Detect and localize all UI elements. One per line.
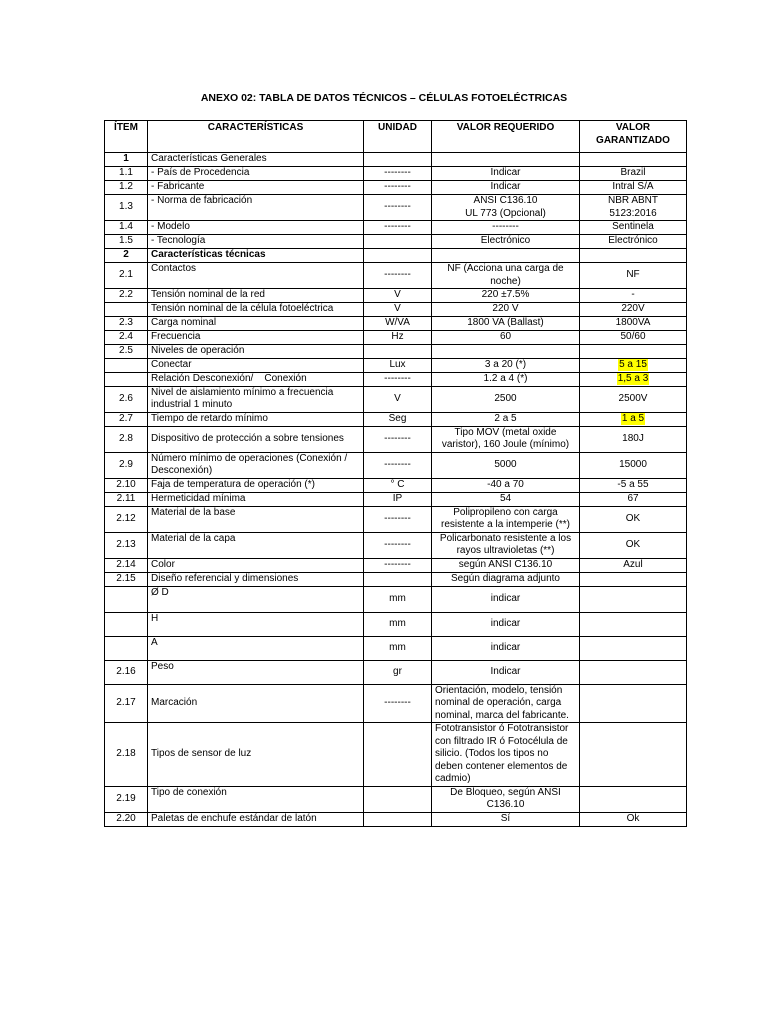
item-cell: 2.16 (105, 660, 148, 684)
description-cell: - Modelo (148, 221, 364, 235)
guaranteed-value-cell: 220V (580, 303, 687, 317)
unit-cell: -------- (364, 372, 432, 386)
technical-data-table (104, 120, 687, 827)
unit-cell: -------- (364, 426, 432, 452)
item-cell: 2.8 (105, 426, 148, 452)
table-row (105, 358, 687, 372)
guaranteed-value-cell (580, 723, 687, 787)
item-cell: 1.1 (105, 167, 148, 181)
description-cell: Tensión nominal de la célula fotoeléctrica (148, 303, 364, 317)
required-value-cell: Sí (432, 812, 580, 826)
table-row (105, 303, 687, 317)
guaranteed-value-cell (580, 344, 687, 358)
table-row (105, 289, 687, 303)
required-value-cell: 60 (432, 330, 580, 344)
table-row (105, 492, 687, 506)
header-caracteristicas: CARACTERÍSTICAS (148, 121, 364, 153)
header-item: ÍTEM (105, 121, 148, 153)
item-cell: 2.19 (105, 786, 148, 812)
unit-cell: -------- (364, 181, 432, 195)
description-cell: Características Generales (148, 153, 364, 167)
unit-cell: -------- (364, 532, 432, 558)
unit-cell (364, 723, 432, 787)
description-cell: Dispositivo de protección a sobre tensiones (148, 426, 364, 452)
item-cell: 2.1 (105, 263, 148, 289)
required-value-cell: 220 ±7.5% (432, 289, 580, 303)
guaranteed-value-cell (580, 358, 687, 372)
unit-cell (364, 153, 432, 167)
description-cell: Material de la base (148, 506, 364, 532)
description-cell: - País de Procedencia (148, 167, 364, 181)
required-value-cell: indicar (432, 612, 580, 636)
unit-cell: gr (364, 660, 432, 684)
unit-cell: ° C (364, 478, 432, 492)
guaranteed-value-cell (580, 786, 687, 812)
unit-cell: mm (364, 586, 432, 612)
required-value-cell (432, 249, 580, 263)
guaranteed-value-cell: 2500V (580, 386, 687, 412)
item-cell: 2.6 (105, 386, 148, 412)
unit-cell: -------- (364, 452, 432, 478)
description-cell: Ø D (148, 586, 364, 612)
item-cell (105, 586, 148, 612)
table-row (105, 330, 687, 344)
guaranteed-value-cell (580, 372, 687, 386)
description-cell: Características técnicas (148, 249, 364, 263)
guaranteed-value-cell (580, 572, 687, 586)
unit-cell: -------- (364, 684, 432, 723)
item-cell: 2.3 (105, 316, 148, 330)
required-value-cell: Tipo MOV (metal oxide varistor), 160 Joule (mínimo) (432, 426, 580, 452)
item-cell (105, 358, 148, 372)
description-cell: Tensión nominal de la red (148, 289, 364, 303)
unit-cell: IP (364, 492, 432, 506)
table-row (105, 316, 687, 330)
unit-cell: mm (364, 636, 432, 660)
table-row (105, 386, 687, 412)
description-cell: Relación Desconexión/ Conexión (148, 372, 364, 386)
unit-cell: Lux (364, 358, 432, 372)
table-row (105, 263, 687, 289)
unit-cell: -------- (364, 558, 432, 572)
item-cell: 2.2 (105, 289, 148, 303)
table-row (105, 786, 687, 812)
item-cell (105, 636, 148, 660)
guaranteed-value-cell: Ok (580, 812, 687, 826)
required-value-cell: Indicar (432, 660, 580, 684)
item-cell: 2.13 (105, 532, 148, 558)
required-value-cell: indicar (432, 586, 580, 612)
required-value-cell: 5000 (432, 452, 580, 478)
guaranteed-value-cell: 15000 (580, 452, 687, 478)
table-row (105, 412, 687, 426)
required-value-cell: 220 V (432, 303, 580, 317)
description-cell: Paletas de enchufe estándar de latón (148, 812, 364, 826)
guaranteed-value-cell: Brazil (580, 167, 687, 181)
table-row (105, 426, 687, 452)
required-value-cell (432, 153, 580, 167)
guaranteed-value-cell: Sentinela (580, 221, 687, 235)
description-cell: - Tecnología (148, 235, 364, 249)
table-row (105, 532, 687, 558)
unit-cell (364, 812, 432, 826)
unit-cell (364, 572, 432, 586)
guaranteed-value-cell: NF (580, 263, 687, 289)
item-cell: 2.7 (105, 412, 148, 426)
guaranteed-value-cell: Azul (580, 558, 687, 572)
description-cell: Frecuencia (148, 330, 364, 344)
item-cell: 2.18 (105, 723, 148, 787)
item-cell: 2.20 (105, 812, 148, 826)
guaranteed-value-cell: 180J (580, 426, 687, 452)
highlighted-value: 1,5 a 3 (617, 372, 649, 384)
required-value-cell: 2 a 5 (432, 412, 580, 426)
unit-cell: Seg (364, 412, 432, 426)
required-value-cell: Policarbonato resistente a los rayos ultravioletas (**) (432, 532, 580, 558)
required-value-cell (432, 344, 580, 358)
description-cell: Peso (148, 660, 364, 684)
unit-cell: V (364, 386, 432, 412)
description-cell: Diseño referencial y dimensiones (148, 572, 364, 586)
table-row (105, 372, 687, 386)
required-value-cell: 54 (432, 492, 580, 506)
item-cell: 2.14 (105, 558, 148, 572)
item-cell (105, 303, 148, 317)
description-cell: - Fabricante (148, 181, 364, 195)
guaranteed-value-cell: -5 a 55 (580, 478, 687, 492)
table-row (105, 235, 687, 249)
guaranteed-value-cell (580, 612, 687, 636)
item-cell (105, 372, 148, 386)
table-row (105, 167, 687, 181)
required-value-cell: -40 a 70 (432, 478, 580, 492)
guaranteed-value-cell (580, 412, 687, 426)
guaranteed-value-cell (580, 636, 687, 660)
required-value-cell: Fototransistor ó Fototransistor con filtrado IR ó Fotocélula de silicio. (Todos los tipos no deben contener elementos de cadmio) (432, 723, 580, 787)
item-cell: 1.3 (105, 195, 148, 221)
item-cell (105, 612, 148, 636)
unit-cell: -------- (364, 506, 432, 532)
unit-cell: V (364, 303, 432, 317)
description-cell: Conectar (148, 358, 364, 372)
header-valor-requerido: VALOR REQUERIDO (432, 121, 580, 153)
item-cell: 2 (105, 249, 148, 263)
description-cell: Carga nominal (148, 316, 364, 330)
required-value-cell: según ANSI C136.10 (432, 558, 580, 572)
unit-cell: mm (364, 612, 432, 636)
table-row (105, 344, 687, 358)
required-value-cell: Según diagrama adjunto (432, 572, 580, 586)
table-row (105, 558, 687, 572)
description-cell: Tipos de sensor de luz (148, 723, 364, 787)
guaranteed-value-cell: NBR ABNT 5123:2016 (580, 195, 687, 221)
header-valor-garantizado: VALOR GARANTIZADO (580, 121, 687, 153)
required-value-cell: 2500 (432, 386, 580, 412)
table-row (105, 572, 687, 586)
required-value-cell: Indicar (432, 167, 580, 181)
item-cell: 2.15 (105, 572, 148, 586)
item-cell: 1.5 (105, 235, 148, 249)
unit-cell: -------- (364, 263, 432, 289)
guaranteed-value-cell (580, 249, 687, 263)
table-row (105, 636, 687, 660)
description-cell: Contactos (148, 263, 364, 289)
unit-cell (364, 344, 432, 358)
required-value-cell: 1800 VA (Ballast) (432, 316, 580, 330)
guaranteed-value-cell: OK (580, 532, 687, 558)
required-value-cell: indicar (432, 636, 580, 660)
unit-cell: -------- (364, 195, 432, 221)
required-value-cell: Orientación, modelo, tensión nominal de operación, carga nominal, marca del fabricante. (432, 684, 580, 723)
required-value-cell: Electrónico (432, 235, 580, 249)
guaranteed-value-cell: 67 (580, 492, 687, 506)
table-row (105, 195, 687, 221)
item-cell: 1 (105, 153, 148, 167)
description-cell: Tiempo de retardo mínimo (148, 412, 364, 426)
table-row (105, 221, 687, 235)
description-cell: H (148, 612, 364, 636)
description-cell: Número mínimo de operaciones (Conexión / Desconexión) (148, 452, 364, 478)
guaranteed-value-cell: - (580, 289, 687, 303)
table-row (105, 812, 687, 826)
guaranteed-value-cell (580, 153, 687, 167)
description-cell: - Norma de fabricación (148, 195, 364, 221)
required-value-cell: ANSI C136.10 UL 773 (Opcional) (432, 195, 580, 221)
table-row (105, 478, 687, 492)
item-cell: 2.5 (105, 344, 148, 358)
item-cell: 2.17 (105, 684, 148, 723)
highlighted-value: 5 a 15 (619, 358, 647, 370)
unit-cell (364, 235, 432, 249)
highlighted-value: 1 a 5 (621, 412, 645, 424)
header-unidad: UNIDAD (364, 121, 432, 153)
table-row (105, 249, 687, 263)
unit-cell: V (364, 289, 432, 303)
table-row (105, 181, 687, 195)
required-value-cell: Polipropileno con carga resistente a la intemperie (**) (432, 506, 580, 532)
unit-cell: -------- (364, 167, 432, 181)
table-row (105, 586, 687, 612)
required-value-cell: 1.2 a 4 (*) (432, 372, 580, 386)
item-cell: 2.4 (105, 330, 148, 344)
guaranteed-value-cell (580, 660, 687, 684)
description-cell: Nivel de aislamiento mínimo a frecuencia industrial 1 minuto (148, 386, 364, 412)
guaranteed-value-cell: 1800VA (580, 316, 687, 330)
unit-cell: Hz (364, 330, 432, 344)
table-row (105, 153, 687, 167)
table-row (105, 612, 687, 636)
table-row (105, 684, 687, 723)
description-cell: Tipo de conexión (148, 786, 364, 812)
description-cell: Material de la capa (148, 532, 364, 558)
table-row (105, 660, 687, 684)
item-cell: 2.12 (105, 506, 148, 532)
unit-cell (364, 249, 432, 263)
description-cell: A (148, 636, 364, 660)
item-cell: 2.10 (105, 478, 148, 492)
required-value-cell: -------- (432, 221, 580, 235)
unit-cell (364, 786, 432, 812)
item-cell: 2.9 (105, 452, 148, 478)
unit-cell: W/VA (364, 316, 432, 330)
required-value-cell: De Bloqueo, según ANSI C136.10 (432, 786, 580, 812)
table-row (105, 506, 687, 532)
required-value-cell: 3 a 20 (*) (432, 358, 580, 372)
guaranteed-value-cell: Intral S/A (580, 181, 687, 195)
item-cell: 2.11 (105, 492, 148, 506)
required-value-cell: Indicar (432, 181, 580, 195)
guaranteed-value-cell: Electrónico (580, 235, 687, 249)
description-cell: Hermeticidad mínima (148, 492, 364, 506)
guaranteed-value-cell: OK (580, 506, 687, 532)
table-header-row (105, 121, 687, 153)
description-cell: Color (148, 558, 364, 572)
item-cell: 1.2 (105, 181, 148, 195)
table-row (105, 723, 687, 787)
description-cell: Faja de temperatura de operación (*) (148, 478, 364, 492)
table-row (105, 452, 687, 478)
item-cell: 1.4 (105, 221, 148, 235)
description-cell: Niveles de operación (148, 344, 364, 358)
guaranteed-value-cell (580, 586, 687, 612)
guaranteed-value-cell (580, 684, 687, 723)
required-value-cell: NF (Acciona una carga de noche) (432, 263, 580, 289)
document-title: ANEXO 02: TABLA DE DATOS TÉCNICOS – CÉLULAS FOTOELÉCTRICAS (200, 92, 568, 104)
description-cell: Marcación (148, 684, 364, 723)
unit-cell: -------- (364, 221, 432, 235)
guaranteed-value-cell: 50/60 (580, 330, 687, 344)
